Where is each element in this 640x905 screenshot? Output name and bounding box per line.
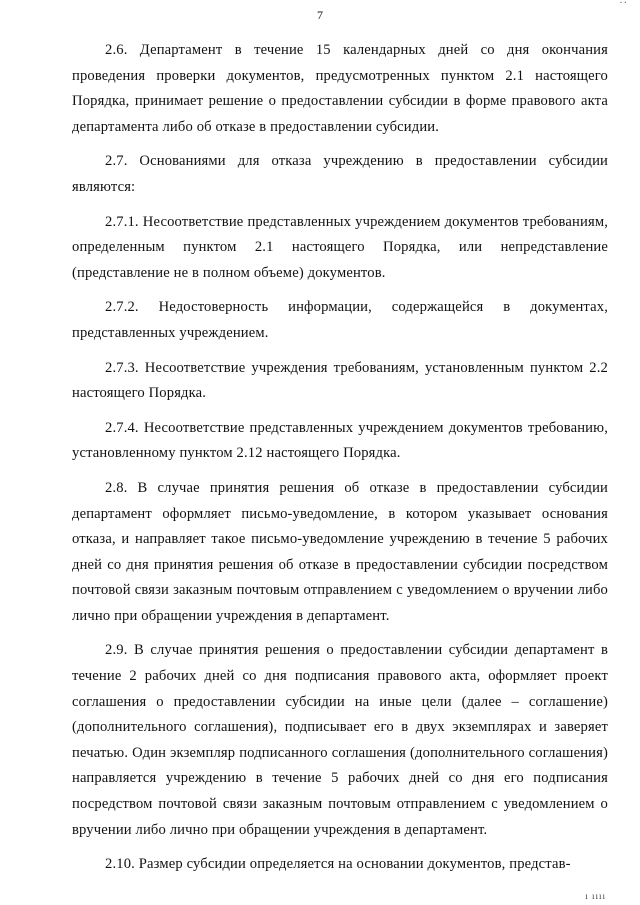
document-body bbox=[72, 38, 608, 887]
paragraph-2-8: 2.8. В случае принятия решения об отказе в предоставлении субсидии департамент оформляет письмо-уведомление, в котором указывает основания отказа, и направляет такое письмо-уведомление учреждению в течение 5 рабочих дней со дня принятия решения об отказе в предоставлении субсидии посредством почтовой связи заказным почтовым отправлением с уведомлением о вручении либо лично при обращении учреждения в департамент. bbox=[72, 479, 608, 624]
paragraph-2-7-2: 2.7.2. Недостоверность информации, содержащейся в документах, представленных учреждением. bbox=[72, 299, 608, 341]
paragraph-2-10: 2.10. Размер субсидии определяется на основании документов, представ- bbox=[105, 856, 571, 873]
scan-mark-top: ·· bbox=[619, 0, 628, 9]
paragraph-2-9: 2.9. В случае принятия решения о предоставлении субсидии департамент в течение 2 рабочих дней со дня подписания правового акта, оформляет проект соглашения о предоставлении субсидии на иные цели (далее – соглашение) (дополнительного соглашения), подписывает его в двух экземплярах и заверяет печатью. Один экземпляр подписанного соглашения (дополнительного соглашения) направляется учреждению в течение 5 рабочих дней со дня его подписания посредством почтовой связи заказным почтовым отправлением с уведомлением о вручении либо лично при обращении учреждения в департамент. bbox=[72, 642, 608, 838]
paragraph-2-7-4: 2.7.4. Несоответствие представленных учреждением документов требованию, установленному пунктом 2.12 настоящего Порядка. bbox=[72, 419, 608, 462]
paragraph-2-7-3: 2.7.3. Несоответствие учреждения требованиям, установленным пунктом 2.2 настоящего Порядка. bbox=[72, 359, 608, 402]
paragraph-2-7: 2.7. Основаниями для отказа учреждению в предоставлении субсидии являются: bbox=[72, 153, 608, 195]
paragraph-2-7-1: 2.7.1. Несоответствие представленных учреждением документов требованиям, определенным пунктом 2.1 настоящего Порядка, или непредставление (представление не в полном объеме) документов. bbox=[72, 213, 608, 281]
paragraph-2-6: 2.6. Департамент в течение 15 календарных дней со дня окончания проведения проверки документов, предусмотренных пунктом 2.1 настоящего Порядка, принимает решение о предоставлении субсидии в форме правового акта департамента либо об отказе в предоставлении субсидии. bbox=[72, 42, 608, 135]
scan-mark-bottom: ı ıııı bbox=[585, 891, 606, 901]
page-number: 7 bbox=[317, 8, 323, 22]
